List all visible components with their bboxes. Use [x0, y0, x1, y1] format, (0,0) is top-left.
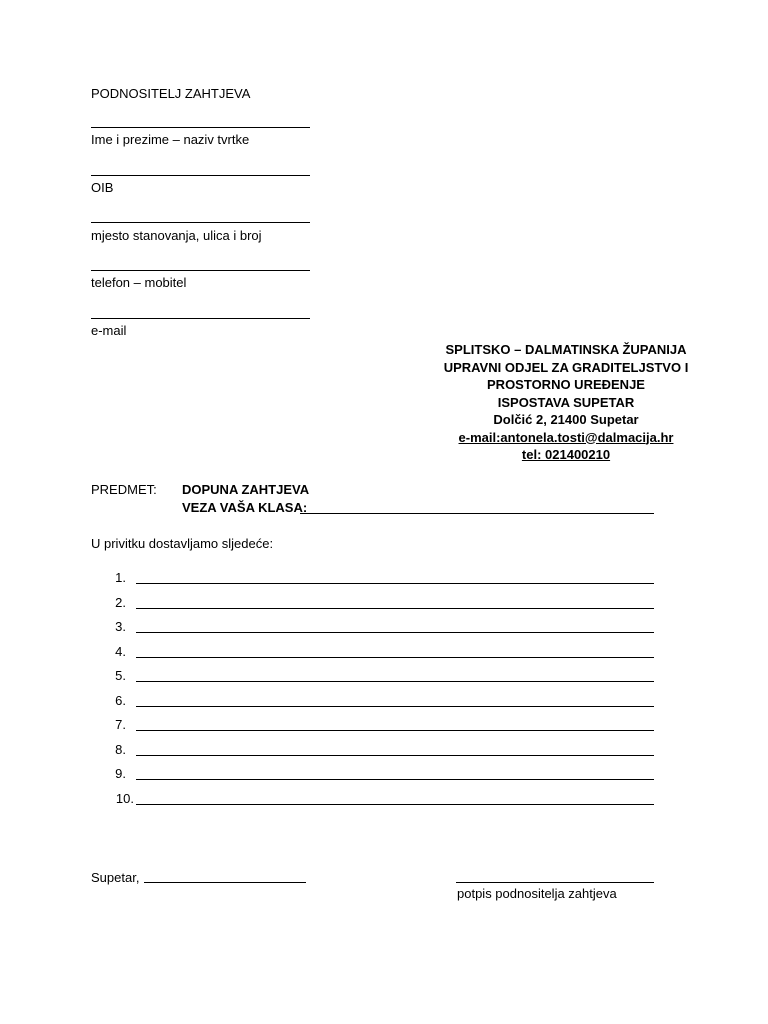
attachment-line-7[interactable]: [136, 730, 654, 731]
recipient-line-1: SPLITSKO – DALMATINSKA ŽUPANIJA: [445, 342, 687, 357]
attachment-line-3[interactable]: [136, 632, 654, 633]
attachment-number-1: 1.: [115, 570, 126, 585]
attachment-line-5[interactable]: [136, 681, 654, 682]
applicant-title: PODNOSITELJ ZAHTJEVA: [91, 86, 251, 101]
attachment-line-10[interactable]: [136, 804, 654, 805]
recipient-phone: tel: 021400210: [521, 447, 611, 462]
attachment-number-9: 9.: [115, 766, 126, 781]
recipient-line-4: ISPOSTAVA SUPETAR: [497, 394, 635, 410]
attachment-line-1[interactable]: [136, 583, 654, 584]
signature-label: potpis podnositelja zahtjeva: [457, 886, 617, 901]
subject-title: DOPUNA ZAHTJEVA: [182, 482, 310, 497]
applicant-name-line[interactable]: [91, 127, 310, 128]
applicant-phone-line[interactable]: [91, 270, 310, 271]
attachment-number-8: 8.: [115, 742, 126, 757]
applicant-address-line[interactable]: [91, 222, 310, 223]
applicant-oib-label: OIB: [91, 180, 114, 195]
subject-ref-label: VEZA VAŠA KLASA:: [182, 500, 308, 515]
attachment-line-9[interactable]: [136, 779, 654, 780]
applicant-address-label: mjesto stanovanja, ulica i broj: [91, 228, 262, 243]
recipient-block: [437, 341, 695, 464]
attachment-number-10: 10.: [115, 791, 134, 806]
attachment-number-2: 2.: [115, 595, 126, 610]
applicant-oib-line[interactable]: [91, 175, 310, 176]
attachment-line-4[interactable]: [136, 657, 654, 658]
recipient-line-3: PROSTORNO UREĐENJE: [487, 377, 645, 392]
applicant-email-label: e-mail: [91, 323, 127, 338]
attachment-line-2[interactable]: [136, 608, 654, 609]
attachment-number-6: 6.: [115, 693, 126, 708]
subject-ref-line[interactable]: [300, 513, 654, 514]
subject-label: PREDMET:: [91, 482, 157, 497]
attachments-intro: U privitku dostavljamo sljedeće:: [91, 536, 274, 551]
applicant-email-line[interactable]: [91, 318, 310, 319]
date-line[interactable]: [144, 882, 306, 883]
attachment-number-3: 3.: [115, 619, 126, 634]
recipient-email-link[interactable]: e-mail:antonela.tosti@dalmacija.hr: [458, 429, 674, 445]
attachment-number-5: 5.: [115, 668, 126, 683]
recipient-line-5: Dolčić 2, 21400 Supetar: [493, 412, 639, 427]
recipient-line-2: UPRAVNI ODJEL ZA GRADITELJSTVO I: [443, 359, 689, 375]
attachment-line-8[interactable]: [136, 755, 654, 756]
attachment-line-6[interactable]: [136, 706, 654, 707]
applicant-phone-label: telefon – mobitel: [91, 275, 187, 290]
attachment-number-4: 4.: [115, 644, 126, 659]
applicant-name-label: Ime i prezime – naziv tvrtke: [91, 132, 250, 147]
place-label: Supetar,: [91, 870, 140, 885]
signature-line[interactable]: [456, 882, 654, 883]
attachment-number-7: 7.: [115, 717, 126, 732]
